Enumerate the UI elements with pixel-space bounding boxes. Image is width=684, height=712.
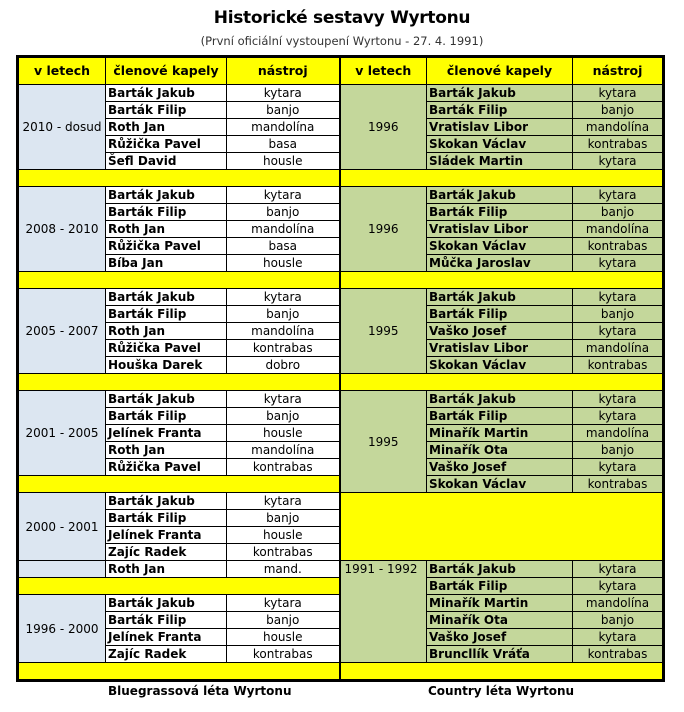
- period-cell: 1996 - 2000: [19, 595, 106, 663]
- member-name: Roth Jan: [106, 119, 227, 136]
- table-row: [19, 561, 663, 578]
- member-name: Bruncllík Vráťa: [427, 646, 573, 663]
- page-title: Historické sestavy Wyrtonu: [213, 8, 471, 28]
- member-name: Šefl David: [106, 153, 227, 170]
- member-instrument: basa: [227, 136, 340, 153]
- country-instrument-header: nástroj: [573, 58, 663, 85]
- member-instrument: kytara: [227, 595, 340, 612]
- member-name: Barták Jakub: [427, 85, 573, 102]
- member-instrument: banjo: [573, 442, 663, 459]
- member-name: Roth Jan: [106, 561, 227, 578]
- bluegrass-period-header: v letech: [19, 58, 106, 85]
- member-name: Bíba Jan: [106, 255, 227, 272]
- header-row: [19, 58, 663, 85]
- member-instrument: kontrabas: [573, 238, 663, 255]
- page-subtitle: (První oficiální vystoupení Wyrtonu - 27. 4. 1991): [200, 34, 484, 48]
- member-instrument: mandolína: [573, 340, 663, 357]
- member-instrument: mand.: [227, 561, 340, 578]
- period-cell: 1995: [340, 289, 427, 374]
- period-cell: 2005 - 2007: [19, 289, 106, 374]
- member-instrument: mandolína: [227, 442, 340, 459]
- member-instrument: kytara: [227, 289, 340, 306]
- member-instrument: kontrabas: [227, 646, 340, 663]
- member-instrument: banjo: [227, 306, 340, 323]
- member-name: Jelínek Franta: [106, 425, 227, 442]
- member-name: Barták Jakub: [106, 289, 227, 306]
- separator-cell: [340, 663, 663, 680]
- member-name: Barták Jakub: [106, 85, 227, 102]
- member-name: Růžička Pavel: [106, 238, 227, 255]
- table-row: [19, 493, 663, 510]
- member-name: Barták Filip: [427, 306, 573, 323]
- member-instrument: kontrabas: [573, 646, 663, 663]
- period-cell: 1991 - 1992: [340, 561, 427, 663]
- table-row: [19, 272, 663, 289]
- member-name: Barták Filip: [427, 408, 573, 425]
- member-instrument: banjo: [573, 612, 663, 629]
- member-name: Barták Filip: [106, 612, 227, 629]
- member-name: Vaško Josef: [427, 459, 573, 476]
- member-instrument: kytara: [227, 391, 340, 408]
- member-instrument: kytara: [573, 391, 663, 408]
- member-name: Barták Filip: [427, 204, 573, 221]
- member-instrument: kytara: [573, 289, 663, 306]
- member-name: Barták Filip: [427, 102, 573, 119]
- table-row: [19, 374, 663, 391]
- member-name: Houška Darek: [106, 357, 227, 374]
- member-name: Vaško Josef: [427, 629, 573, 646]
- member-name: Barták Filip: [106, 408, 227, 425]
- table-row: [19, 391, 663, 408]
- member-instrument: kytara: [573, 561, 663, 578]
- member-instrument: kontrabas: [573, 136, 663, 153]
- member-instrument: basa: [227, 238, 340, 255]
- member-instrument: dobro: [227, 357, 340, 374]
- separator-cell: [19, 272, 340, 289]
- member-instrument: kytara: [227, 493, 340, 510]
- separator-cell: [19, 170, 340, 187]
- member-name: Barták Jakub: [106, 391, 227, 408]
- period-cell: 2000 - 2001: [19, 493, 106, 561]
- member-instrument: kontrabas: [227, 459, 340, 476]
- period-cell: 1995: [340, 391, 427, 493]
- period-cell: 1996: [340, 85, 427, 170]
- member-instrument: kytara: [227, 85, 340, 102]
- member-name: Barták Filip: [106, 510, 227, 527]
- period-cell: 2010 - dosud: [19, 85, 106, 170]
- bluegrass-instrument-header: nástroj: [227, 58, 340, 85]
- table-row: [19, 85, 663, 102]
- separator-cell: [340, 170, 663, 187]
- member-name: Barták Filip: [106, 102, 227, 119]
- member-instrument: kontrabas: [227, 544, 340, 561]
- member-name: Barták Jakub: [427, 289, 573, 306]
- table-row: [19, 289, 663, 306]
- member-name: Skokan Václav: [427, 357, 573, 374]
- lineup-table-container: [18, 57, 663, 680]
- lineup-table: [18, 57, 663, 680]
- table-row: [19, 663, 663, 680]
- table-row: [19, 170, 663, 187]
- member-name: Barták Filip: [106, 306, 227, 323]
- member-instrument: mandolína: [573, 425, 663, 442]
- member-name: Barták Filip: [427, 578, 573, 595]
- period-cell: 2008 - 2010: [19, 187, 106, 272]
- member-instrument: housle: [227, 153, 340, 170]
- member-name: Skokan Václav: [427, 238, 573, 255]
- member-instrument: kytara: [573, 187, 663, 204]
- member-instrument: kontrabas: [227, 340, 340, 357]
- member-name: Můčka Jaroslav: [427, 255, 573, 272]
- separator-cell: [340, 272, 663, 289]
- member-name: Barták Jakub: [106, 187, 227, 204]
- member-name: Sládek Martin: [427, 153, 573, 170]
- member-name: Zajíc Radek: [106, 646, 227, 663]
- bluegrass-members-header: členové kapely: [106, 58, 227, 85]
- member-name: Barták Jakub: [427, 187, 573, 204]
- member-name: Skokan Václav: [427, 136, 573, 153]
- member-name: Vratislav Libor: [427, 340, 573, 357]
- member-instrument: mandolína: [227, 221, 340, 238]
- member-name: Vratislav Libor: [427, 119, 573, 136]
- member-instrument: kytara: [573, 85, 663, 102]
- member-name: Růžička Pavel: [106, 136, 227, 153]
- separator-cell: [19, 578, 340, 595]
- member-name: Růžička Pavel: [106, 459, 227, 476]
- table-row: [19, 187, 663, 204]
- member-instrument: mandolína: [227, 323, 340, 340]
- member-instrument: kytara: [573, 459, 663, 476]
- member-instrument: kytara: [573, 578, 663, 595]
- member-instrument: kontrabas: [573, 357, 663, 374]
- member-name: Vratislav Libor: [427, 221, 573, 238]
- member-name: Minařík Martin: [427, 595, 573, 612]
- member-name: Vaško Josef: [427, 323, 573, 340]
- member-instrument: housle: [227, 255, 340, 272]
- member-instrument: kytara: [573, 629, 663, 646]
- member-name: Minařík Ota: [427, 612, 573, 629]
- member-instrument: mandolína: [227, 119, 340, 136]
- member-instrument: banjo: [227, 102, 340, 119]
- member-instrument: housle: [227, 629, 340, 646]
- member-instrument: kytara: [573, 255, 663, 272]
- empty-fill-cell: [340, 493, 663, 561]
- member-name: Minařík Martin: [427, 425, 573, 442]
- separator-cell: [19, 374, 340, 391]
- member-instrument: kontrabas: [573, 476, 663, 493]
- member-instrument: mandolína: [573, 595, 663, 612]
- member-name: Roth Jan: [106, 442, 227, 459]
- member-instrument: kytara: [573, 323, 663, 340]
- footer-country-label: Country léta Wyrtonu: [428, 684, 575, 698]
- member-name: Roth Jan: [106, 323, 227, 340]
- member-instrument: mandolína: [573, 119, 663, 136]
- member-instrument: kytara: [227, 187, 340, 204]
- member-instrument: housle: [227, 527, 340, 544]
- member-name: Minařík Ota: [427, 442, 573, 459]
- separator-cell: [19, 476, 340, 493]
- member-instrument: banjo: [227, 204, 340, 221]
- member-name: Barták Jakub: [427, 561, 573, 578]
- period-cell: 1996: [340, 187, 427, 272]
- member-name: Zajíc Radek: [106, 544, 227, 561]
- member-name: Jelínek Franta: [106, 527, 227, 544]
- member-name: Barták Jakub: [427, 391, 573, 408]
- member-name: Skokan Václav: [427, 476, 573, 493]
- member-instrument: banjo: [573, 204, 663, 221]
- member-instrument: banjo: [227, 510, 340, 527]
- member-instrument: kytara: [573, 153, 663, 170]
- member-instrument: banjo: [227, 408, 340, 425]
- member-name: Barták Jakub: [106, 493, 227, 510]
- member-instrument: banjo: [573, 306, 663, 323]
- separator-cell: [340, 374, 663, 391]
- member-name: Barták Jakub: [106, 595, 227, 612]
- member-name: Barták Filip: [106, 204, 227, 221]
- member-name: Jelínek Franta: [106, 629, 227, 646]
- separator-cell: [19, 663, 340, 680]
- member-instrument: banjo: [227, 612, 340, 629]
- period-cell: [19, 561, 106, 578]
- member-instrument: banjo: [573, 102, 663, 119]
- member-instrument: housle: [227, 425, 340, 442]
- country-members-header: členové kapely: [427, 58, 573, 85]
- member-instrument: kytara: [573, 408, 663, 425]
- member-name: Růžička Pavel: [106, 340, 227, 357]
- country-period-header: v letech: [340, 58, 427, 85]
- period-cell: 2001 - 2005: [19, 391, 106, 476]
- member-name: Roth Jan: [106, 221, 227, 238]
- footer-bluegrass-label: Bluegrassová léta Wyrtonu: [108, 684, 292, 698]
- member-instrument: mandolína: [573, 221, 663, 238]
